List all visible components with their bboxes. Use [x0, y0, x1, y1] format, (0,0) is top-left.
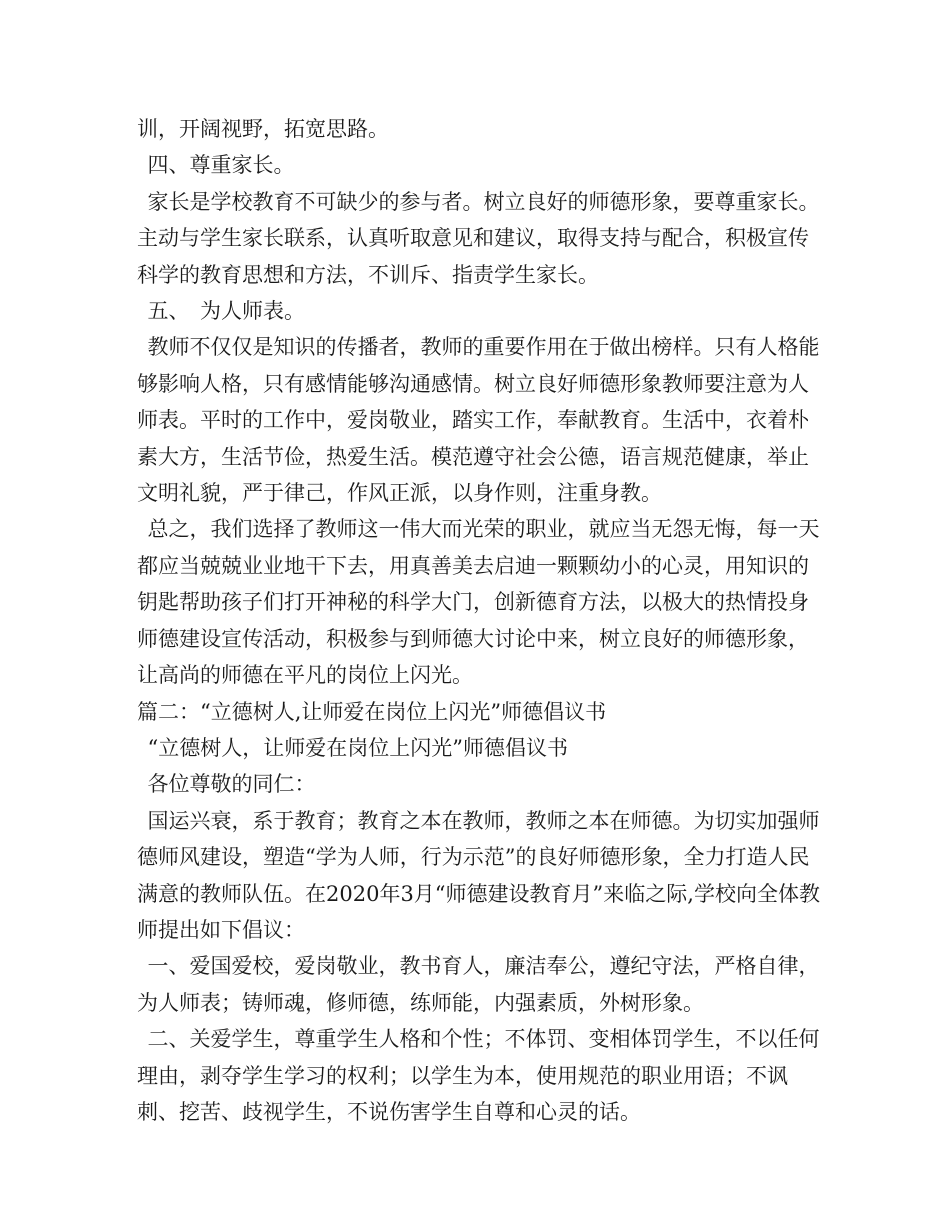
- paragraph-introduction: 国运兴衰，系于教育；教育之本在教师，教师之本在师德。为切实加强师德师风建设，塑造“学为人师，行为示范”的良好师德形象，全力打造人民满意的教师队伍。在2020年3月“师德建设教育月”来临之际,学校向全体教师提出如下倡议：: [137, 808, 820, 942]
- paragraph-respect-parents: 家长是学校教育不可缺少的参与者。树立良好的师德形象，要尊重家长。主动与学生家长联系，认真听取意见和建议，取得支持与配合，积极宣传科学的教育思想和方法，不训斥、指责学生家长。: [137, 189, 820, 287]
- proposal-item-1: 一、爱国爱校，爱岗敬业，教书育人，廉洁奉公，遵纪守法，严格自律，为人师表；铸师魂，修师德，练师能，内强素质，外树形象。: [137, 954, 820, 1015]
- paragraph-role-model: 教师不仅仅是知识的传播者，教师的重要作用在于做出榜样。只有人格能够影响人格，只有感情能够沟通感情。树立良好师德形象教师要注意为人师表。平时的工作中，爱岗敬业，踏实工作，奉献教育。生活中，衣着朴素大方，生活节俭，热爱生活。模范遵守社会公德，语言规范健康，举止文明礼貌，严于律己，作风正派，以身作则，注重身教。: [137, 335, 820, 506]
- section-heading-respect-parents: 四、尊重家长。: [147, 153, 295, 178]
- article-two-title: 篇二：“立德树人,让师爱在岗位上闪光”师德倡议书: [137, 699, 607, 724]
- salutation: 各位尊敬的同仁：: [147, 772, 316, 797]
- section-heading-role-model: 五、 为人师表。: [147, 299, 305, 324]
- paragraph-conclusion: 总之，我们选择了教师这一伟大而光荣的职业，就应当无怨无悔，每一天都应当兢兢业业地干下去，用真善美去启迪一颗颗幼小的心灵，用知识的钥匙帮助孩子们打开神秘的科学大门，创新德育方法，以极大的热情投身师德建设宣传活动，积极参与到师德大讨论中来，树立良好的师德形象，让高尚的师德在平凡的岗位上闪光。: [137, 517, 820, 688]
- document-body: [137, 111, 827, 1130]
- paragraph-continuation: 训，开阔视野，拓宽思路。: [137, 117, 389, 141]
- proposal-item-2: 二、关爱学生，尊重学生人格和个性；不体罚、变相体罚学生，不以任何理由，剥夺学生学习的权利；以学生为本，使用规范的职业用语；不讽刺、挖苦、歧视学生，不说伤害学生自尊和心灵的话。: [137, 1027, 820, 1124]
- proposal-title: “立德树人，让师爱在岗位上闪光”师德倡议书: [147, 735, 568, 760]
